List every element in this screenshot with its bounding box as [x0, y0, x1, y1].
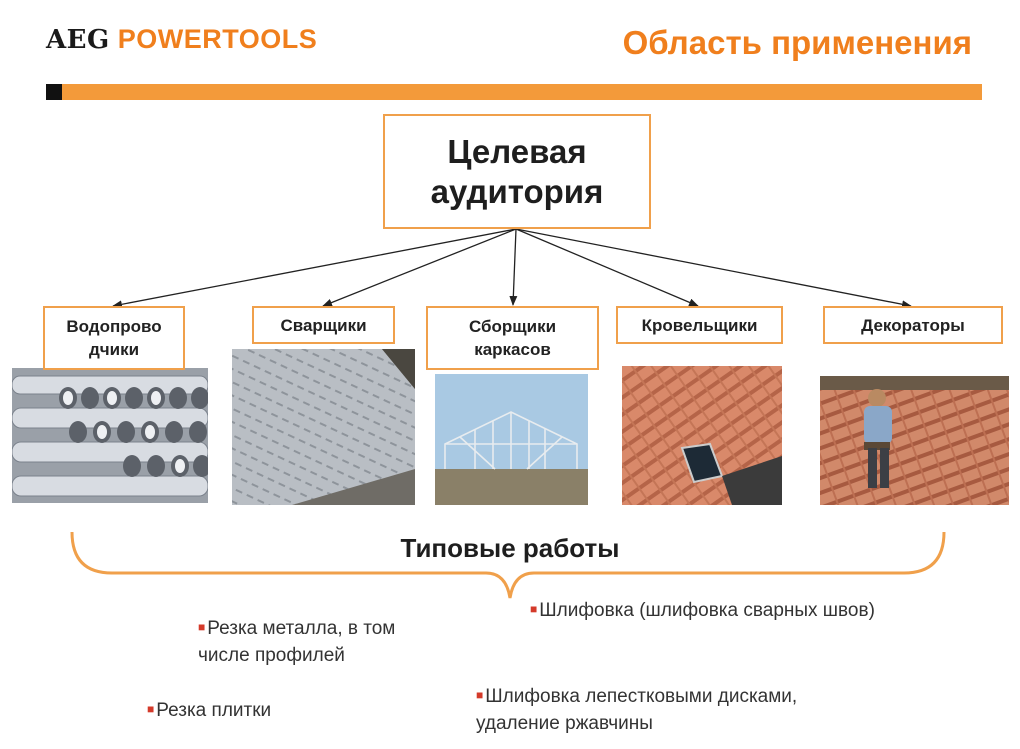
- work-item-metal-cutting: [198, 614, 438, 669]
- category-frame-assemblers-label: Сборщики каркасов: [468, 317, 557, 359]
- arrow-to-decorators: [516, 229, 911, 306]
- bullet-marker: ■: [530, 602, 538, 616]
- work-item-tile-cutting-text: Резка плитки: [156, 700, 272, 721]
- category-welders-label: Сварщики: [280, 315, 367, 335]
- work-item-metal-cutting-text: Резка металла, в том числе профилей: [198, 618, 396, 666]
- roof-tiles-photo: [622, 366, 782, 505]
- typical-works-title: Типовые работы: [400, 533, 620, 563]
- steel-sheet-photo: [232, 349, 415, 505]
- target-audience-box: [383, 114, 651, 229]
- category-plumbers: [43, 306, 185, 370]
- arrow-to-roofers: [516, 229, 698, 306]
- bullet-marker: ■: [476, 688, 484, 702]
- arrow-to-assemblers: [513, 229, 516, 305]
- work-item-tile-cutting: [147, 696, 347, 724]
- arrow-to-plumbers: [113, 229, 516, 306]
- work-item-flap-disc-grinding: [476, 682, 816, 737]
- brand-powertools: POWERTOOLS: [117, 24, 318, 54]
- category-welders: [252, 306, 395, 344]
- target-audience-label: Целевая аудитория: [430, 132, 604, 210]
- bullet-marker: ■: [198, 620, 206, 634]
- frame-photo: [435, 374, 588, 505]
- bullet-marker: ■: [147, 702, 155, 716]
- work-item-flap-disc-grinding-text: Шлифовка лепестковыми дисками, удаление ржавчины: [476, 686, 798, 734]
- category-decorators: [823, 306, 1003, 344]
- arrow-to-welders: [323, 229, 516, 306]
- page-title: Область применения: [622, 24, 972, 61]
- work-item-weld-grinding: [530, 596, 900, 624]
- pipes-photo: [12, 368, 208, 503]
- category-roofers: [616, 306, 783, 344]
- roofer-photo: [820, 376, 1009, 505]
- work-item-weld-grinding-text: Шлифовка (шлифовка сварных швов): [539, 600, 875, 621]
- category-roofers-label: Кровельщики: [641, 315, 758, 335]
- category-decorators-label: Декораторы: [861, 315, 965, 335]
- category-frame-assemblers: [426, 306, 599, 370]
- category-plumbers-label: Водопрово дчики: [66, 317, 162, 359]
- brand-aeg: AEG: [46, 25, 110, 55]
